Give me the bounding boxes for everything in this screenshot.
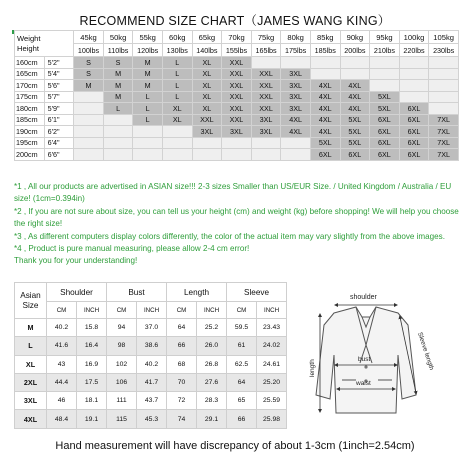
size-cell bbox=[370, 57, 400, 69]
jacket-illustration bbox=[290, 285, 462, 437]
asian-size: L bbox=[15, 337, 47, 355]
size-cell: 6XL bbox=[310, 149, 340, 161]
size-cell bbox=[251, 149, 281, 161]
size-cell: 3XL bbox=[251, 114, 281, 126]
weight-kg-row bbox=[15, 31, 459, 44]
measure-value: 59.5 bbox=[227, 319, 257, 337]
size-cell: 3XL bbox=[251, 126, 281, 138]
weight-kg-header: 60kg bbox=[162, 31, 192, 44]
weight-lbs-header: 210lbs bbox=[370, 44, 400, 57]
measure-value: 19.1 bbox=[77, 410, 107, 428]
measure-group-header: Sleeve bbox=[227, 283, 287, 302]
unit-header: CM bbox=[107, 302, 137, 319]
weight-kg-header: 70kg bbox=[222, 31, 252, 44]
size-cell: 5XL bbox=[340, 114, 370, 126]
measure-value: 41.7 bbox=[137, 373, 167, 391]
height-row bbox=[15, 68, 459, 80]
measure-value: 111 bbox=[107, 392, 137, 410]
measure-value: 29.1 bbox=[197, 410, 227, 428]
height-cm: 165cm bbox=[15, 68, 45, 80]
size-cell: L bbox=[133, 103, 163, 115]
measure-value: 25.98 bbox=[257, 410, 287, 428]
size-cell: M bbox=[133, 57, 163, 69]
size-cell bbox=[251, 57, 281, 69]
size-cell: 6XL bbox=[399, 137, 429, 149]
measure-value: 16.4 bbox=[77, 337, 107, 355]
size-cell bbox=[399, 68, 429, 80]
size-cell bbox=[192, 137, 222, 149]
measure-value: 23.43 bbox=[257, 319, 287, 337]
size-cell: 5XL bbox=[340, 126, 370, 138]
size-cell: XL bbox=[192, 103, 222, 115]
measurement-table bbox=[14, 282, 287, 429]
asian-size: 2XL bbox=[15, 373, 47, 391]
weight-lbs-header: 165lbs bbox=[251, 44, 281, 57]
asian-size: 3XL bbox=[15, 392, 47, 410]
height-cm: 190cm bbox=[15, 126, 45, 138]
size-cell: XL bbox=[192, 68, 222, 80]
size-cell: 7XL bbox=[429, 137, 459, 149]
length-label: length bbox=[309, 359, 316, 377]
size-cell: 3XL bbox=[222, 126, 252, 138]
footer-note: Hand measurement will have discrepancy of about 1-3cm (1inch=2.54cm) bbox=[55, 440, 415, 452]
size-cell: XL bbox=[192, 80, 222, 92]
size-cell: 6XL bbox=[370, 126, 400, 138]
size-cell bbox=[103, 149, 133, 161]
size-cell bbox=[251, 137, 281, 149]
measure-value: 25.59 bbox=[257, 392, 287, 410]
measure-value: 70 bbox=[167, 373, 197, 391]
size-cell: 4XL bbox=[310, 114, 340, 126]
size-cell: M bbox=[103, 68, 133, 80]
note-1: *1 , All our products are advertised in ASIAN size!!! 2-3 sizes Smaller than US/EUR Size. / United Kingdom / Australia / EU size! (1cm=0.394in) bbox=[14, 182, 452, 204]
size-cell bbox=[399, 57, 429, 69]
measure-value: 25.2 bbox=[197, 319, 227, 337]
size-cell bbox=[103, 137, 133, 149]
size-cell: 5XL bbox=[370, 103, 400, 115]
weight-height-corner bbox=[15, 31, 74, 57]
size-cell: 3XL bbox=[281, 68, 311, 80]
height-row bbox=[15, 57, 459, 69]
measure-value: 106 bbox=[107, 373, 137, 391]
height-cm: 160cm bbox=[15, 57, 45, 69]
measure-value: 64 bbox=[227, 373, 257, 391]
size-cell: 3XL bbox=[192, 126, 222, 138]
size-cell: M bbox=[133, 68, 163, 80]
size-cell: L bbox=[162, 91, 192, 103]
size-cell bbox=[192, 149, 222, 161]
size-cell: M bbox=[103, 91, 133, 103]
size-cell: XXL bbox=[222, 103, 252, 115]
weight-lbs-row bbox=[15, 44, 459, 57]
asian-size: 4XL bbox=[15, 410, 47, 428]
size-cell bbox=[340, 57, 370, 69]
weight-lbs-header: 120lbs bbox=[133, 44, 163, 57]
size-cell: 4XL bbox=[310, 103, 340, 115]
weight-lbs-header: 185lbs bbox=[310, 44, 340, 57]
unit-header: INCH bbox=[77, 302, 107, 319]
size-cell: XXL bbox=[251, 103, 281, 115]
unit-header: CM bbox=[47, 302, 77, 319]
measure-group-header: Length bbox=[167, 283, 227, 302]
weight-lbs-header: 175lbs bbox=[281, 44, 311, 57]
size-cell: S bbox=[74, 68, 104, 80]
height-inch: 6'1" bbox=[44, 114, 74, 126]
measure-group-row bbox=[15, 283, 287, 302]
measure-value: 24.61 bbox=[257, 355, 287, 373]
weight-lbs-header: 100lbs bbox=[74, 44, 104, 57]
size-cell bbox=[222, 149, 252, 161]
measure-value: 17.5 bbox=[77, 373, 107, 391]
size-cell bbox=[310, 68, 340, 80]
size-cell: XL bbox=[192, 57, 222, 69]
measure-row bbox=[15, 337, 287, 355]
size-cell: XXL bbox=[222, 68, 252, 80]
notes-block bbox=[14, 181, 460, 268]
height-label: Height bbox=[17, 43, 39, 53]
weight-kg-header: 85kg bbox=[310, 31, 340, 44]
size-cell bbox=[429, 80, 459, 92]
note-2: *2 , If you are not sure about size, you can tell us your height (cm) and weight (kg) before shopping! We will help you choose the right size! bbox=[14, 206, 459, 229]
measure-value: 38.6 bbox=[137, 337, 167, 355]
weight-kg-header: 65kg bbox=[192, 31, 222, 44]
size-cell bbox=[74, 91, 104, 103]
height-cm: 180cm bbox=[15, 103, 45, 115]
size-cell bbox=[103, 126, 133, 138]
measure-row bbox=[15, 319, 287, 337]
note-4: *4 , Product is pure manual measuring, please allow 2-4 cm error! bbox=[14, 244, 250, 254]
asian-label: Asian bbox=[20, 290, 41, 300]
size-cell bbox=[429, 91, 459, 103]
shoulder-label: shoulder bbox=[350, 294, 377, 301]
size-cell bbox=[399, 80, 429, 92]
measure-value: 40.2 bbox=[137, 355, 167, 373]
measure-value: 28.3 bbox=[197, 392, 227, 410]
size-cell: XL bbox=[162, 114, 192, 126]
size-cell bbox=[74, 103, 104, 115]
size-cell bbox=[310, 57, 340, 69]
measure-value: 64 bbox=[167, 319, 197, 337]
size-cell: XL bbox=[162, 103, 192, 115]
size-cell: 7XL bbox=[429, 126, 459, 138]
size-cell: XXL bbox=[251, 91, 281, 103]
size-cell: 4XL bbox=[340, 103, 370, 115]
height-row bbox=[15, 114, 459, 126]
measure-row bbox=[15, 410, 287, 428]
measure-value: 74 bbox=[167, 410, 197, 428]
size-cell: XXL bbox=[251, 68, 281, 80]
height-cm: 170cm bbox=[15, 80, 45, 92]
size-cell bbox=[74, 114, 104, 126]
measure-value: 24.02 bbox=[257, 337, 287, 355]
unit-header: INCH bbox=[197, 302, 227, 319]
size-cell bbox=[370, 68, 400, 80]
measure-value: 44.4 bbox=[47, 373, 77, 391]
height-row bbox=[15, 126, 459, 138]
measure-row bbox=[15, 355, 287, 373]
asian-size-header bbox=[15, 283, 47, 319]
size-cell: XXL bbox=[222, 114, 252, 126]
size-cell bbox=[399, 91, 429, 103]
size-cell: 4XL bbox=[310, 91, 340, 103]
size-cell bbox=[281, 137, 311, 149]
size-cell: XL bbox=[192, 91, 222, 103]
measure-value: 48.4 bbox=[47, 410, 77, 428]
size-cell: 6XL bbox=[340, 149, 370, 161]
measure-value: 115 bbox=[107, 410, 137, 428]
size-cell bbox=[340, 68, 370, 80]
height-cm: 200cm bbox=[15, 149, 45, 161]
size-cell: 6XL bbox=[399, 114, 429, 126]
page-title: RECOMMEND SIZE CHART（JAMES WANG KING） bbox=[79, 14, 391, 28]
height-inch: 6'4" bbox=[44, 137, 74, 149]
size-cell bbox=[222, 137, 252, 149]
measure-value: 66 bbox=[167, 337, 197, 355]
measure-value: 102 bbox=[107, 355, 137, 373]
size-cell: 4XL bbox=[340, 80, 370, 92]
size-cell: 6XL bbox=[370, 149, 400, 161]
size-cell: M bbox=[74, 80, 104, 92]
measure-value: 40.2 bbox=[47, 319, 77, 337]
size-cell bbox=[162, 149, 192, 161]
height-inch: 5'9" bbox=[44, 103, 74, 115]
height-row bbox=[15, 80, 459, 92]
size-cell bbox=[429, 68, 459, 80]
size-cell: M bbox=[103, 80, 133, 92]
unit-header: INCH bbox=[137, 302, 167, 319]
size-cell: 6XL bbox=[370, 114, 400, 126]
measure-group-header: Shoulder bbox=[47, 283, 107, 302]
measure-value: 72 bbox=[167, 392, 197, 410]
weight-kg-header: 80kg bbox=[281, 31, 311, 44]
size-cell bbox=[74, 149, 104, 161]
measure-value: 25.20 bbox=[257, 373, 287, 391]
unit-header: INCH bbox=[257, 302, 287, 319]
weight-kg-header: 50kg bbox=[103, 31, 133, 44]
size-cell bbox=[74, 126, 104, 138]
size-cell bbox=[133, 126, 163, 138]
size-cell: 3XL bbox=[281, 91, 311, 103]
measure-value: 26.0 bbox=[197, 337, 227, 355]
height-inch: 6'2" bbox=[44, 126, 74, 138]
size-cell bbox=[281, 149, 311, 161]
weight-lbs-header: 140lbs bbox=[192, 44, 222, 57]
measure-value: 43 bbox=[47, 355, 77, 373]
size-cell: 5XL bbox=[310, 137, 340, 149]
bust-label: bust bbox=[358, 356, 371, 363]
size-cell bbox=[162, 137, 192, 149]
size-cell bbox=[370, 80, 400, 92]
measure-value: 15.8 bbox=[77, 319, 107, 337]
measure-value: 27.6 bbox=[197, 373, 227, 391]
unit-header: CM bbox=[227, 302, 257, 319]
weight-label: Weight bbox=[17, 33, 41, 43]
measure-value: 43.7 bbox=[137, 392, 167, 410]
size-cell: 3XL bbox=[281, 80, 311, 92]
size-cell: L bbox=[103, 103, 133, 115]
measure-value: 62.5 bbox=[227, 355, 257, 373]
size-cell: 6XL bbox=[399, 126, 429, 138]
note-thanks: Thank you for your understanding! bbox=[14, 256, 138, 266]
size-label: Size bbox=[22, 300, 39, 310]
weight-lbs-header: 230lbs bbox=[429, 44, 459, 57]
measure-value: 98 bbox=[107, 337, 137, 355]
measure-value: 61 bbox=[227, 337, 257, 355]
measure-value: 94 bbox=[107, 319, 137, 337]
height-row bbox=[15, 103, 459, 115]
measure-value: 66 bbox=[227, 410, 257, 428]
weight-kg-header: 55kg bbox=[133, 31, 163, 44]
height-inch: 5'2" bbox=[44, 57, 74, 69]
size-cell: 4XL bbox=[310, 80, 340, 92]
weight-lbs-header: 200lbs bbox=[340, 44, 370, 57]
size-cell: 7XL bbox=[429, 114, 459, 126]
measure-unit-row bbox=[15, 302, 287, 319]
size-cell: L bbox=[133, 91, 163, 103]
measure-value: 41.6 bbox=[47, 337, 77, 355]
recommend-size-table bbox=[14, 30, 459, 161]
size-cell bbox=[103, 114, 133, 126]
weight-kg-header: 105kg bbox=[429, 31, 459, 44]
size-cell: 6XL bbox=[399, 149, 429, 161]
size-cell: L bbox=[133, 114, 163, 126]
height-row bbox=[15, 137, 459, 149]
height-inch: 5'6" bbox=[44, 80, 74, 92]
height-inch: 5'4" bbox=[44, 68, 74, 80]
height-inch: 5'7" bbox=[44, 91, 74, 103]
weight-kg-header: 95kg bbox=[370, 31, 400, 44]
weight-lbs-header: 110lbs bbox=[103, 44, 133, 57]
size-cell: XXL bbox=[192, 114, 222, 126]
height-row bbox=[15, 91, 459, 103]
height-row bbox=[15, 149, 459, 161]
weight-kg-header: 90kg bbox=[340, 31, 370, 44]
size-cell: L bbox=[162, 80, 192, 92]
measure-value: 45.3 bbox=[137, 410, 167, 428]
size-cell: XXL bbox=[222, 80, 252, 92]
asian-size: M bbox=[15, 319, 47, 337]
weight-lbs-header: 130lbs bbox=[162, 44, 192, 57]
note-3: *3 , As different computers display colors differently, the color of the actual item may vary slightly from the above images. bbox=[14, 231, 445, 241]
size-cell bbox=[162, 126, 192, 138]
height-cm: 185cm bbox=[15, 114, 45, 126]
height-cm: 195cm bbox=[15, 137, 45, 149]
waist-label: waist bbox=[356, 380, 371, 387]
size-cell: 4XL bbox=[281, 114, 311, 126]
size-cell: L bbox=[162, 68, 192, 80]
asian-size: XL bbox=[15, 355, 47, 373]
size-cell bbox=[429, 57, 459, 69]
size-cell: 4XL bbox=[281, 126, 311, 138]
measure-row bbox=[15, 373, 287, 391]
size-cell: M bbox=[133, 80, 163, 92]
weight-lbs-header: 155lbs bbox=[222, 44, 252, 57]
measure-value: 46 bbox=[47, 392, 77, 410]
unit-header: CM bbox=[167, 302, 197, 319]
size-cell: XXL bbox=[222, 57, 252, 69]
height-cm: 175cm bbox=[15, 91, 45, 103]
size-cell: XXL bbox=[222, 91, 252, 103]
size-cell: 5XL bbox=[370, 91, 400, 103]
measure-value: 26.8 bbox=[197, 355, 227, 373]
size-cell bbox=[429, 103, 459, 115]
measure-value: 18.1 bbox=[77, 392, 107, 410]
size-cell bbox=[133, 137, 163, 149]
measure-value: 65 bbox=[227, 392, 257, 410]
size-cell: 6XL bbox=[399, 103, 429, 115]
size-cell bbox=[281, 57, 311, 69]
size-cell: S bbox=[74, 57, 104, 69]
size-cell bbox=[74, 137, 104, 149]
measure-row bbox=[15, 392, 287, 410]
size-cell bbox=[133, 149, 163, 161]
size-cell: 5XL bbox=[340, 137, 370, 149]
measure-value: 16.9 bbox=[77, 355, 107, 373]
measure-group-header: Bust bbox=[107, 283, 167, 302]
size-cell: 6XL bbox=[370, 137, 400, 149]
measure-value: 68 bbox=[167, 355, 197, 373]
size-cell: 4XL bbox=[340, 91, 370, 103]
measure-value: 37.0 bbox=[137, 319, 167, 337]
jacket-diagram bbox=[290, 285, 462, 437]
sleeve-label: Sleeve length bbox=[416, 331, 435, 372]
weight-lbs-header: 220lbs bbox=[399, 44, 429, 57]
size-cell: L bbox=[162, 57, 192, 69]
size-cell: XXL bbox=[251, 80, 281, 92]
weight-kg-header: 100kg bbox=[399, 31, 429, 44]
size-cell: 7XL bbox=[429, 149, 459, 161]
weight-kg-header: 45kg bbox=[74, 31, 104, 44]
height-inch: 6'6" bbox=[44, 149, 74, 161]
size-cell: 3XL bbox=[281, 103, 311, 115]
weight-kg-header: 75kg bbox=[251, 31, 281, 44]
size-cell: 4XL bbox=[310, 126, 340, 138]
size-cell: S bbox=[103, 57, 133, 69]
